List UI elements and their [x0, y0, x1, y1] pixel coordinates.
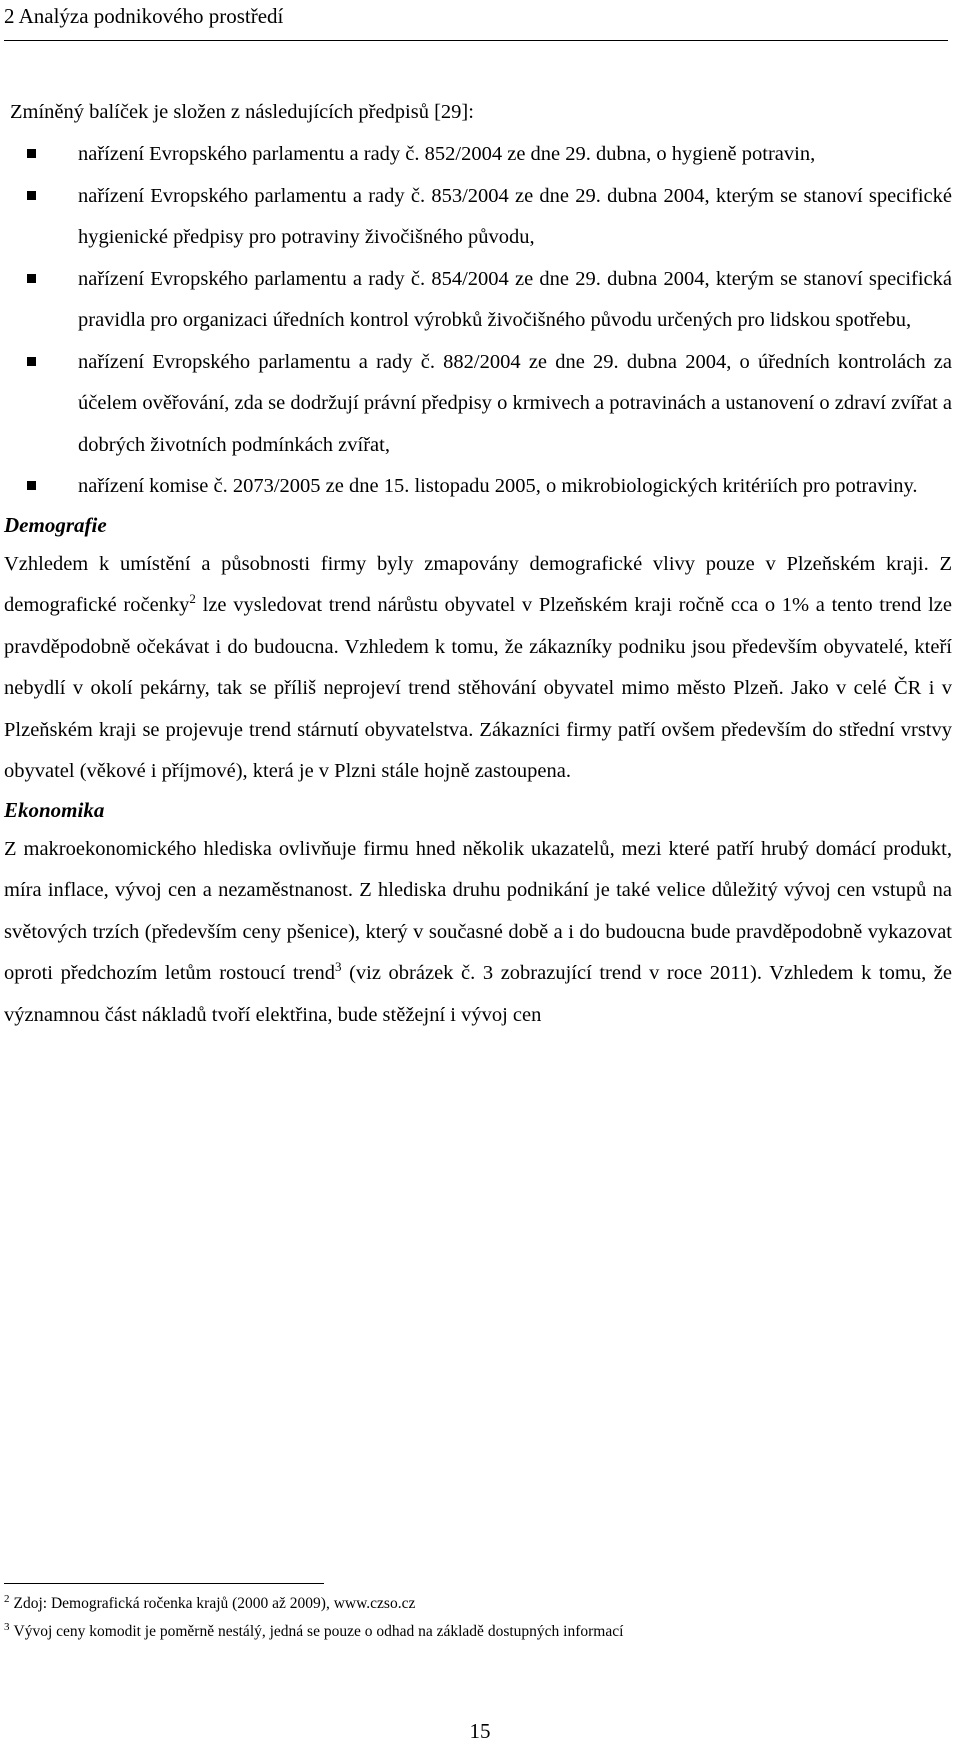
- list-item-text: nařízení Evropského parlamentu a rady č. 882/2004 ze dne 29. dubna 2004, o úředních kontrolách za účelem ověřování, zda se dodržují právní předpisy o krmivech a potravinách a ustanovení o zdraví zvířat a dobrých životních podmínkách zvířat,: [78, 350, 952, 456]
- page-number: 15: [469, 1719, 491, 1743]
- footnote-divider: [4, 1583, 324, 1584]
- section-heading-ekonomika: Ekonomika: [4, 797, 105, 822]
- square-bullet-icon: [27, 191, 36, 200]
- running-header: 2 Analýza podnikového prostředí: [4, 2, 948, 41]
- list-item: [4, 134, 952, 176]
- section-heading-demografie: Demografie: [4, 512, 107, 537]
- list-item-text: nařízení Evropského parlamentu a rady č. 853/2004 ze dne 29. dubna 2004, kterým se stanoví specifické hygienické předpisy pro potraviny živočišného původu,: [78, 184, 952, 248]
- list-item: [4, 466, 952, 508]
- demografie-paragraph: [4, 544, 952, 793]
- list-item: [4, 342, 952, 467]
- square-bullet-icon: [27, 357, 36, 366]
- footnote-text: Vývoj ceny komodit je poměrně nestálý, jedná se pouze o odhad na základě dostupných informací: [13, 1623, 624, 1640]
- ekonomika-paragraph: [4, 829, 952, 1037]
- footnote-ref-2[interactable]: 2: [189, 591, 196, 606]
- footnote-ref-3[interactable]: 3: [334, 959, 342, 974]
- list-item: [4, 176, 952, 259]
- list-item-text: nařízení Evropského parlamentu a rady č. 854/2004 ze dne 29. dubna 2004, kterým se stanoví specifická pravidla pro organizaci úředních kontrol výrobků živočišného původu určených pro lidskou spotřebu,: [78, 267, 952, 331]
- footnote-number: 2: [4, 1593, 10, 1605]
- footnote-number: 3: [4, 1621, 10, 1633]
- intro-text: Zmíněný balíček je složen z následujících předpisů [29]:: [10, 101, 474, 123]
- square-bullet-icon: [27, 149, 36, 158]
- square-bullet-icon: [27, 274, 36, 283]
- list-item-text: nařízení Evropského parlamentu a rady č. 852/2004 ze dne 29. dubna, o hygieně potravin,: [78, 143, 816, 165]
- page-content: [4, 98, 952, 1036]
- footnote: [4, 1618, 952, 1646]
- footnote-text: Zdoj: Demografická ročenka krajů (2000 až 2009), www.czso.cz: [13, 1595, 416, 1612]
- demografie-text-1: Vzhledem k umístění a působnosti firmy byly zmapovány demografické vlivy pouze v Plzeňském kraji. Z demografické ročenky: [4, 552, 952, 616]
- footnote: [4, 1590, 952, 1618]
- list-item: [4, 259, 952, 342]
- ekonomika-text-1: Z makroekonomického hlediska ovlivňuje firmu hned několik ukazatelů, mezi které patří hrubý domácí produkt, míra inflace, vývoj cen a nezaměstnanost. Z hlediska druhu podnikání je také velice důležitý vývoj cen vstupů na světových trzích (především ceny pšenice), který v současné době a i do budoucna bude pravděpodobně vykazovat oproti předchozím letům rostoucí trend: [4, 837, 952, 984]
- footnotes: [4, 1590, 952, 1646]
- demografie-text-2: lze vysledovat trend nárůstu obyvatel v Plzeňském kraji ročně cca o 1% a tento trend lze pravděpodobně očekávat i do budoucna. Vzhledem k tomu, že zákazníky podniku jsou především obyvatelé, kteří nebydlí v okolí pekárny, tak se příliš neprojeví trend stěhování obyvatel mimo město Plzeň. Jako v celé ČR i v Plzeňském kraji se projevuje trend stárnutí obyvatelstva. Zákazníci firmy patří ovšem především do střední vrstvy obyvatel (věkové i příjmové), která je v Plzni stále hojně zastoupena.: [4, 594, 953, 782]
- square-bullet-icon: [27, 481, 36, 490]
- ekonomika-text-2: (viz obrázek č. 3 zobrazující trend v roce 2011). Vzhledem k tomu, že významnou část nákladů tvoří elektřina, bude stěžejní i vývoj cen: [4, 962, 952, 1026]
- list-item-text: nařízení komise č. 2073/2005 ze dne 15. listopadu 2005, o mikrobiologických kritériích pro potraviny.: [78, 475, 918, 497]
- regulation-list: [4, 134, 952, 508]
